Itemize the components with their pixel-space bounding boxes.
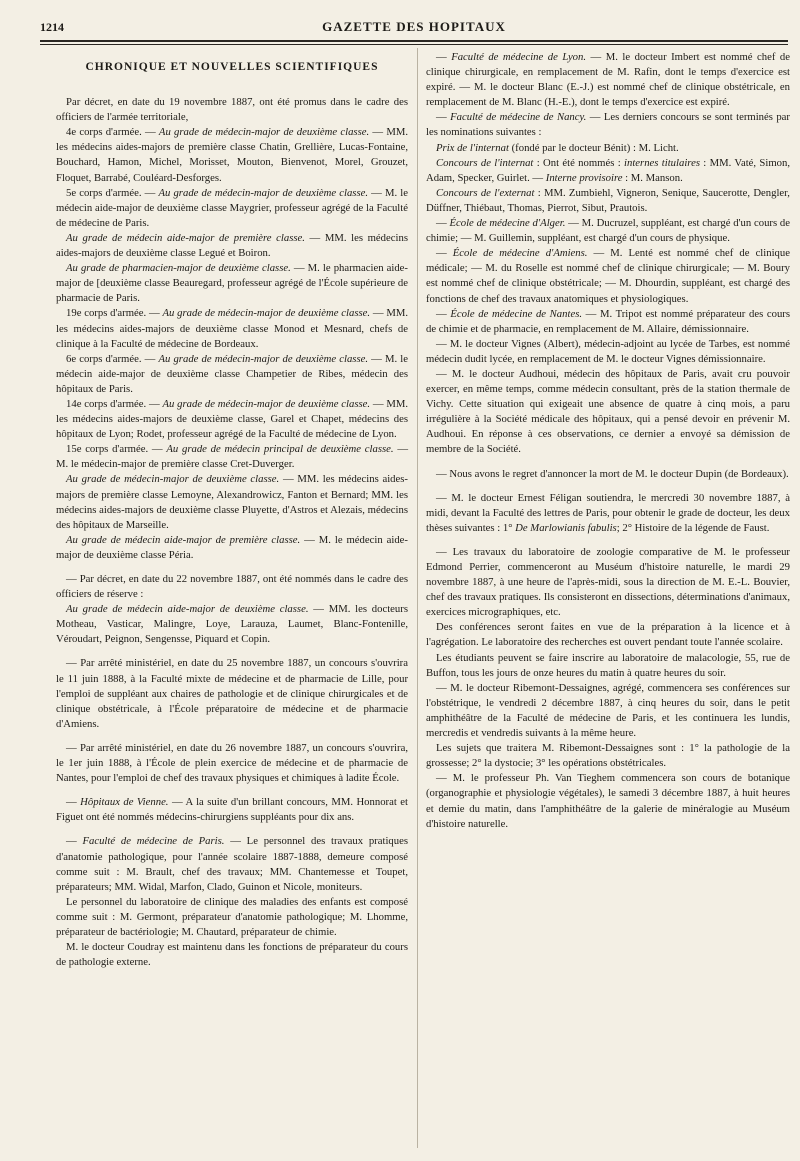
paragraph: 6e corps d'armée. — Au grade de médecin-major de deuxième classe. — M. le médecin aide-major de deuxième classe Champetier de Ribes, médecin des hôpitaux de Paris. bbox=[56, 352, 408, 395]
paragraph: Concours de l'internat : Ont été nommés : internes titulaires : MM. Vaté, Simon, Adam, Specker, Guirlet. — Interne provisoire : M. Manson. bbox=[426, 156, 790, 184]
paragraph: 4e corps d'armée. — Au grade de médecin-major de deuxième classe. — MM. les médecins aides-majors de première classe Chatin, Grellière, Lucas-Fontaine, Bouchard, Hamon, Michel, Morisset, Mouton, Bienvenot, Morel, Grouzet, Floquet, Barrabé, Couléard-Desforges. bbox=[56, 126, 408, 184]
paragraph: 19e corps d'armée. — Au grade de médecin-major de deuxième classe. — MM. les médecins aides-majors de deuxième classe Monod et Mesnard, chefs de clinique à la Faculté de médecine de Bordeaux. bbox=[56, 307, 408, 350]
paragraph: Les sujets que traitera M. Ribemont-Dessaignes sont : 1° la pathologie de la grossesse; 2° la dystocie; 3° les opérations obstétricales. bbox=[426, 742, 790, 770]
paragraph: Par décret, en date du 19 novembre 1887, ont été promus dans le cadre des officiers de l'armée territoriale, bbox=[56, 96, 408, 124]
page-header bbox=[40, 14, 788, 38]
paragraph: — Nous avons le regret d'annoncer la mort de M. le docteur Dupin (de Bordeaux). bbox=[436, 467, 789, 480]
paragraph: — École de médecine de Nantes. — M. Tripot est nommé préparateur des cours de chimie et de pharmacie, en remplacement de M. Allaire, démissionnaire. bbox=[426, 307, 791, 335]
paragraph: — M. le docteur Ernest Féligan soutiendra, le mercredi 30 novembre 1887, à midi, devant la Faculté des lettres de Paris, pour obtenir le grade de docteur, les deux thèses suivantes : 1° De Marlowianis fabulis; 2° Histoire de la légende de Faust. bbox=[426, 491, 790, 534]
paragraph: Le personnel du laboratoire de clinique des maladies des enfants est composé comme suit : M. Germont, préparateur d'anatomie pathologique; M. Lhomme, préparateur de bactériologie; M. Chautard, préparateur de chimie. bbox=[56, 895, 408, 938]
paragraph: — Faculté de médecine de Paris. — Le personnel des travaux pratiques d'anatomie pathologique, pour l'année scolaire 1887-1888, demeure composé comme suit : M. Brault, chef des travaux; MM. Chantemesse et Toupet, préparateurs; MM. Widal, Marfon, Clado, Guinon et Nicole, moniteurs. bbox=[56, 835, 409, 893]
paragraph: — M. le docteur Audhoui, médecin des hôpitaux de Paris, avait cru pouvoir exercer, en même temps, comme médecin consultant, près de la station thermale de Vichy. Cette situation qui exigeait une absence de quatre à cinq mois, a paru irrégulière à la Société médicale des hôpitaux, qui a pensé devoir en prévenir M. Audhoui. En réponse à ces observations, ce dernier a envoyé sa démission de membre de la Société. bbox=[426, 367, 790, 456]
paragraph: — M. le docteur Vignes (Albert), médecin-adjoint au lycée de Tarbes, est nommé médecin dudit lycée, en remplacement de M. le docteur Vignes démissionnaire. bbox=[426, 337, 790, 365]
paragraph: 15e corps d'armée. — Au grade de médecin principal de deuxième classe. — M. le médecin-major de première classe Cret-Duverger. bbox=[56, 443, 409, 471]
left-column bbox=[56, 50, 408, 970]
paragraph: Concours de l'externat : MM. Zumbiehl, Vigneron, Senique, Saucerotte, Dengler, Düffner, Thiébaut, Thomas, Pierrot, Sibut, Prautois. bbox=[426, 186, 790, 214]
right-column bbox=[426, 50, 790, 832]
paragraph: Des conférences seront faites en vue de la préparation à la licence et à l'agrégation. Le laboratoire des recherches est ouvert pendant toute l'année scolaire. bbox=[426, 621, 790, 649]
journal-title: GAZETTE DES HOPITAUX bbox=[322, 19, 506, 34]
paragraph: Au grade de médecin aide-major de première classe. — MM. les médecins aides-majors de deuxième classe Legué et Boiron. bbox=[56, 231, 408, 260]
paragraph: — École de médecine d'Amiens. — M. Lenté est nommé chef de clinique médicale; — M. du Roselle est nommé chef de clinique chirurgicale; — M. Boury est nommé chef de clinique obstétricale; — M. Dhourdin, suppléant, est chargé des fonctions de chef des travaux anatomiques et physiologiques. bbox=[426, 247, 790, 305]
paragraph: — École de médecine d'Alger. — M. Ducruzel, suppléant, est chargé d'un cours de chimie; — M. Guillemin, suppléant, est chargé d'un cours de physique. bbox=[426, 217, 790, 245]
paragraph: — Par décret, en date du 22 novembre 1887, ont été nommés dans le cadre des officiers de réserve : bbox=[56, 573, 408, 601]
column-separator bbox=[417, 48, 418, 1148]
header-rule-thin bbox=[40, 44, 788, 45]
paragraph: Prix de l'internat (fondé par le docteur Bénit) : M. Licht. bbox=[436, 141, 679, 154]
paragraph: Au grade de médecin aide-major de deuxième classe. — MM. les docteurs Motheau, Vasticar, Malingre, Loye, Larauza, Laumet, Blanc-Fontenille, Véroudart, Peignon, Sengensse, Piquard et Copin. bbox=[56, 603, 408, 646]
paragraph: M. le docteur Coudray est maintenu dans les fonctions de préparateur du cours de pathologie externe. bbox=[56, 941, 408, 969]
paragraph: — M. le docteur Ribemont-Dessaignes, agrégé, commencera ses conférences sur l'obstétrique, le vendredi 2 décembre 1887, à cinq heures du soir, dans le petit amphithéâtre de la Faculté de médecine de Paris, et les continuera les lundis, mercredis et vendredis suivants à la même heure. bbox=[426, 681, 790, 740]
paragraph: Au grade de pharmacien-major de deuxième classe. — M. le pharmacien aide-major de [deuxième classe Beauregard, professeur agrégé de l'École supérieure de pharmacie de Paris. bbox=[56, 262, 408, 305]
paragraph: — Par arrêté ministériel, en date du 25 novembre 1887, un concours s'ouvrira le 11 juin 1888, à la Faculté mixte de médecine et de pharmacie de Lille, pour l'emploi de suppléant aux chaires de pathologie et de clinique chirurgicales et de clinique obstétricale, à l'École préparatoire de médecine et de pharmacie d'Amiens. bbox=[56, 657, 408, 730]
paragraph: Au grade de médecin-major de deuxième classe. — MM. les médecins aides-majors de première classe Lemoyne, Alexandrowicz, Fanton et Bernard; MM. les médecins aides-majors de deuxième classe Pluyette, d'Astros et Alezais, médecins des hôpitaux de Marseille. bbox=[56, 473, 408, 531]
paragraph: Au grade de médecin aide-major de première classe. — M. le médecin aide-major de deuxième classe Péria. bbox=[56, 533, 408, 561]
section-title: CHRONIQUE ET NOUVELLES SCIENTIFIQUES bbox=[85, 61, 379, 73]
paragraph: — M. le professeur Ph. Van Tieghem commencera son cours de botanique (organographie et physiologie végétales), le samedi 3 décembre 1887, à huit heures et demie du matin, dans l'amphithéâtre de la galerie de minéralogie au Muséum d'histoire naturelle. bbox=[426, 772, 790, 830]
paragraph: — Par arrêté ministériel, en date du 26 novembre 1887, un concours s'ouvrira, le 1er juin 1888, à l'École de plein exercice de médecine et de pharmacie de Nantes, pour l'emploi de chef des travaux physiques et chimiques à ladite École. bbox=[56, 741, 408, 785]
paragraph: — Les travaux du laboratoire de zoologie comparative de M. le professeur Edmond Perrier, commenceront au Muséum d'histoire naturelle, le mardi 29 novembre 1887, à une heure de l'après-midi, sous la direction de M. E.-L. Bouvier, chef des travaux pratiques. Ils consisteront en dissections, déterminations d'animaux, exercices micrographiques, etc. bbox=[426, 545, 790, 619]
header-rule-thick bbox=[40, 40, 788, 42]
paragraph: — Hôpitaux de Vienne. — A la suite d'un brillant concours, MM. Honnorat et Figuet ont été nommés médecins-chirurgiens suppléants pour dix ans. bbox=[56, 796, 408, 824]
paragraph: — Faculté de médecine de Lyon. — M. le docteur Imbert est nommé chef de clinique chirurgicale, en remplacement de M. Rafin, dont le temps d'exercice est expiré. — M. le docteur Blanc (E.-J.) est nommé chef de clinique obstétricale, en remplacement de M. Blanc (H.-E.), dont le temps d'exercice est expiré. bbox=[426, 51, 790, 109]
page-number: 1214 bbox=[40, 20, 64, 34]
paragraph: 14e corps d'armée. — Au grade de médecin-major de deuxième classe. — MM. les médecins aides-majors de deuxième classe, Garel et Chapet, médecins des hôpitaux de Lyon; Rodet, professeur agrégé de la Faculté de médecine de Lyon. bbox=[56, 397, 408, 441]
paragraph: — Faculté de médecine de Nancy. — Les derniers concours se sont terminés par les nominations suivantes : bbox=[426, 111, 790, 139]
paragraph: 5e corps d'armée. — Au grade de médecin-major de deuxième classe. — M. le médecin aide-major de deuxième classe Maygrier, professeur agrégé de la Faculté de médecine de Paris. bbox=[56, 186, 408, 229]
paragraph: Les étudiants peuvent se faire inscrire au laboratoire de malacologie, 55, rue de Buffon, tous les jours de onze heures du matin à quatre heures du soir. bbox=[426, 651, 790, 679]
